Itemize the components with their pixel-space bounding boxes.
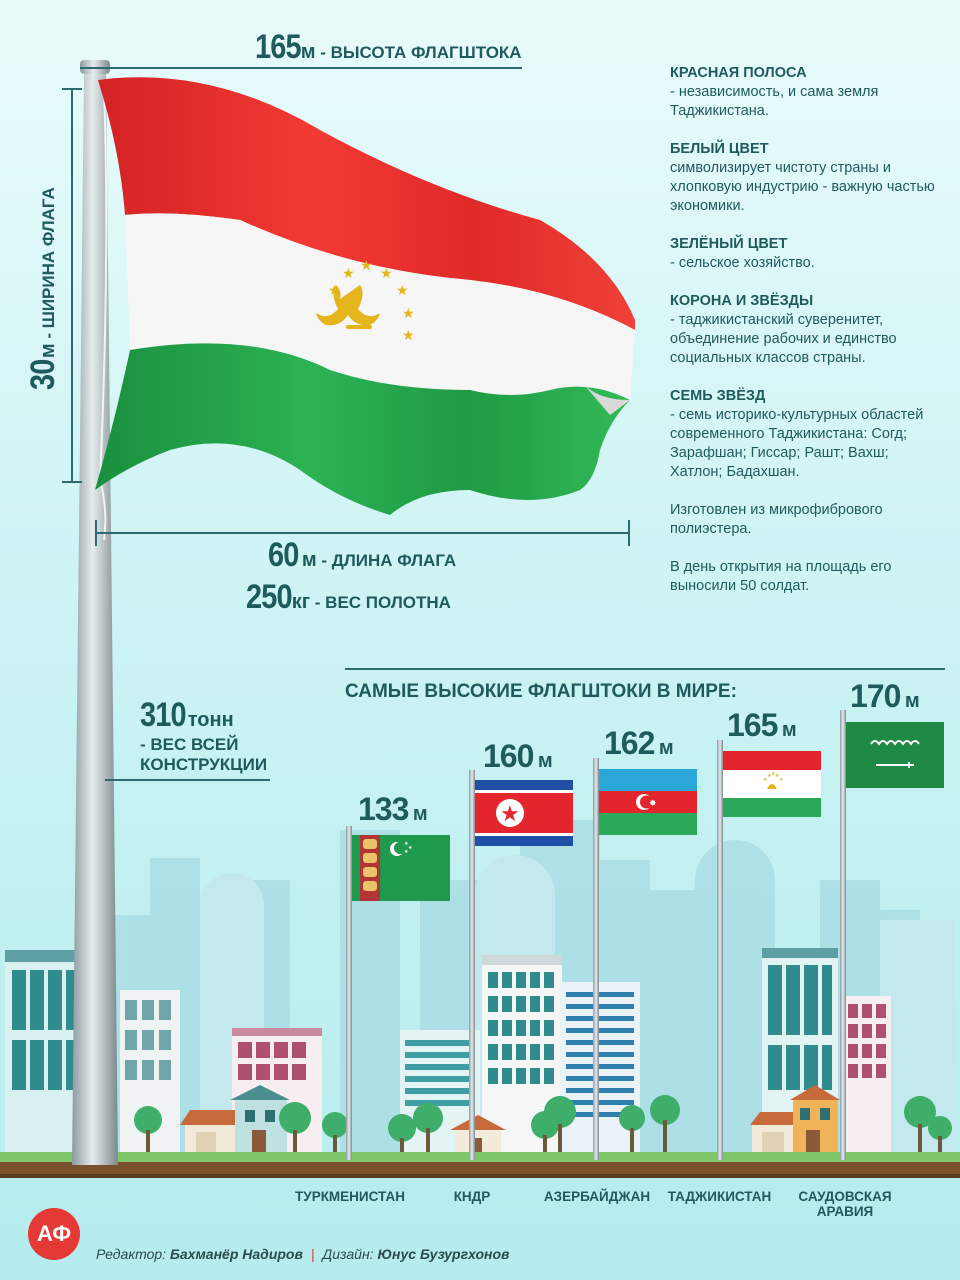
flag-length-tick-left [95,520,97,546]
credits-separator: | [310,1246,315,1262]
ranking-height-dprk [483,738,553,775]
tajikistan-small-flag [723,751,821,817]
ranking-height-turkmenistan [358,791,428,828]
flag-length-tick-right [628,520,630,546]
structure-weight-caption-1: - ВЕС ВСЕЙ [140,735,239,754]
height-unit: м [537,750,553,772]
tajikistan-main-flag [90,70,650,530]
svg-text:★: ★ [342,266,355,282]
height-value: 133 [358,791,409,827]
legend-heading: СЕМЬ ЗВЁЗД [670,388,766,404]
flag-length-value: 60 [268,536,299,574]
country-dprk: КНДР [453,1189,491,1204]
pole-height-unit: м [300,41,316,63]
svg-text:★: ★ [402,328,415,344]
svg-text:★: ★ [775,773,780,779]
flag-length-label [268,536,456,575]
legend-item-green [670,235,940,273]
flag-width-tick-top [62,88,82,90]
azerbaijan-flag [599,769,697,835]
structure-weight-line [105,779,270,781]
ranking-height-azerbaijan [604,725,674,762]
pole-height-line [80,67,522,69]
structure-weight-caption-2: КОНСТРУКЦИИ [140,755,268,774]
editor-label: Редактор: [96,1246,167,1262]
svg-text:★: ★ [396,283,409,299]
pole-height-label [255,28,522,67]
structure-weight-label [140,696,267,775]
flag-length-caption: - ДЛИНА ФЛАГА [316,551,457,570]
structure-weight-unit: тонн [187,709,234,731]
svg-text:★: ★ [404,849,409,855]
saudi-arabia-flag [846,722,944,788]
flag-weight-unit: кг [291,591,311,613]
note-material: Изготовлен из микрофибрового полиэстера. [670,502,883,537]
legend-text: символизирует чистоту страны и хлопковую индустрию - важную частью экономики. [670,160,935,214]
height-value: 160 [483,738,534,774]
legend-item-red [670,64,940,121]
country-tajikistan: ТАДЖИКИСТАН [667,1189,772,1204]
legend-text: - таджикистанский суверенитет, объединение рабочих и единство социальных классов страны. [670,312,897,366]
editor-name: Бахманёр Надиров [169,1246,303,1262]
legend-text: - сельское хозяйство. [670,255,815,271]
dprk-flag [475,780,573,846]
legend-heading: КРАСНАЯ ПОЛОСА [670,65,807,81]
svg-text:✸: ✸ [649,799,657,809]
height-unit: м [658,737,674,759]
credits [96,1246,510,1262]
height-unit: м [412,803,428,825]
flag-width-label [24,187,63,390]
note-soldiers: В день открытия на площадь его выносили 50 солдат. [670,559,892,594]
svg-text:★: ★ [380,266,393,282]
flag-width-caption: - ШИРИНА ФЛАГА [39,187,58,344]
country-saudi-arabia-line-2: АРАВИЯ [816,1204,874,1219]
country-saudi-arabia-line-1: САУДОВСКАЯ [798,1189,892,1204]
svg-text:★: ★ [360,258,373,274]
flag-width-value: 30 [24,359,62,390]
svg-text:★: ★ [767,773,772,779]
legend-item-seven-stars [670,387,940,482]
structure-weight-value: 310 [140,696,186,734]
legend-text: - независимость, и сама земля Таджикистана. [670,84,879,119]
legend-heading: БЕЛЫЙ ЦВЕТ [670,141,769,157]
pole-height-value: 165 [255,28,301,66]
svg-text:★: ★ [500,802,520,827]
publisher-logo-text: АФ [36,1221,72,1246]
svg-text:★: ★ [408,845,413,851]
flag-weight-label [246,578,451,617]
legend-text: - семь историко-культурных областей современного Таджикистана: Согд; Зарафшан; Гиссар; Рашт; Вахш; Хатлон; Бадахшан. [670,407,924,480]
country-azerbaijan: АЗЕРБАЙДЖАН [543,1189,651,1204]
height-unit: м [904,690,920,712]
flag-width-unit: м [37,343,59,359]
height-value: 162 [604,725,655,761]
ranking-height-tajikistan [727,707,797,744]
flag-weight-value: 250 [246,578,292,616]
legend-item-crown [670,292,940,368]
svg-text:★: ★ [402,306,415,322]
svg-text:★: ★ [771,771,776,777]
flag-length-line [95,532,630,534]
ranking-title: САМЫЕ ВЫСОКИЕ ФЛАГШТОКИ В МИРЕ: [345,681,737,702]
flag-width-tick-bottom [62,481,82,483]
design-label: Дизайн: [322,1246,374,1262]
design-name: Юнус Бузургхонов [377,1246,510,1262]
svg-text:★: ★ [404,841,409,847]
country-saudi-arabia [785,1189,905,1219]
flag-symbolism-legend [670,64,940,615]
svg-text:★: ★ [779,777,784,783]
height-value: 165 [727,707,778,743]
flag-width-line [71,88,73,483]
svg-text:★: ★ [328,283,341,299]
turkmenistan-flag [352,835,450,901]
flag-weight-caption: - ВЕС ПОЛОТНА [310,593,451,612]
flag-length-unit: м [301,549,317,571]
svg-text:★: ★ [763,777,768,783]
pole-height-caption: - ВЫСОТА ФЛАГШТОКА [315,43,522,62]
height-value: 170 [850,678,901,714]
legend-item-white [670,140,940,216]
legend-heading: ЗЕЛЁНЫЙ ЦВЕТ [670,236,788,252]
height-unit: м [781,719,797,741]
legend-heading: КОРОНА И ЗВЁЗДЫ [670,293,814,309]
publisher-logo [28,1208,80,1260]
ranking-title-line [345,668,945,670]
ranking-height-saudi-arabia [850,678,920,715]
country-turkmenistan: ТУРКМЕНИСТАН [295,1189,405,1204]
